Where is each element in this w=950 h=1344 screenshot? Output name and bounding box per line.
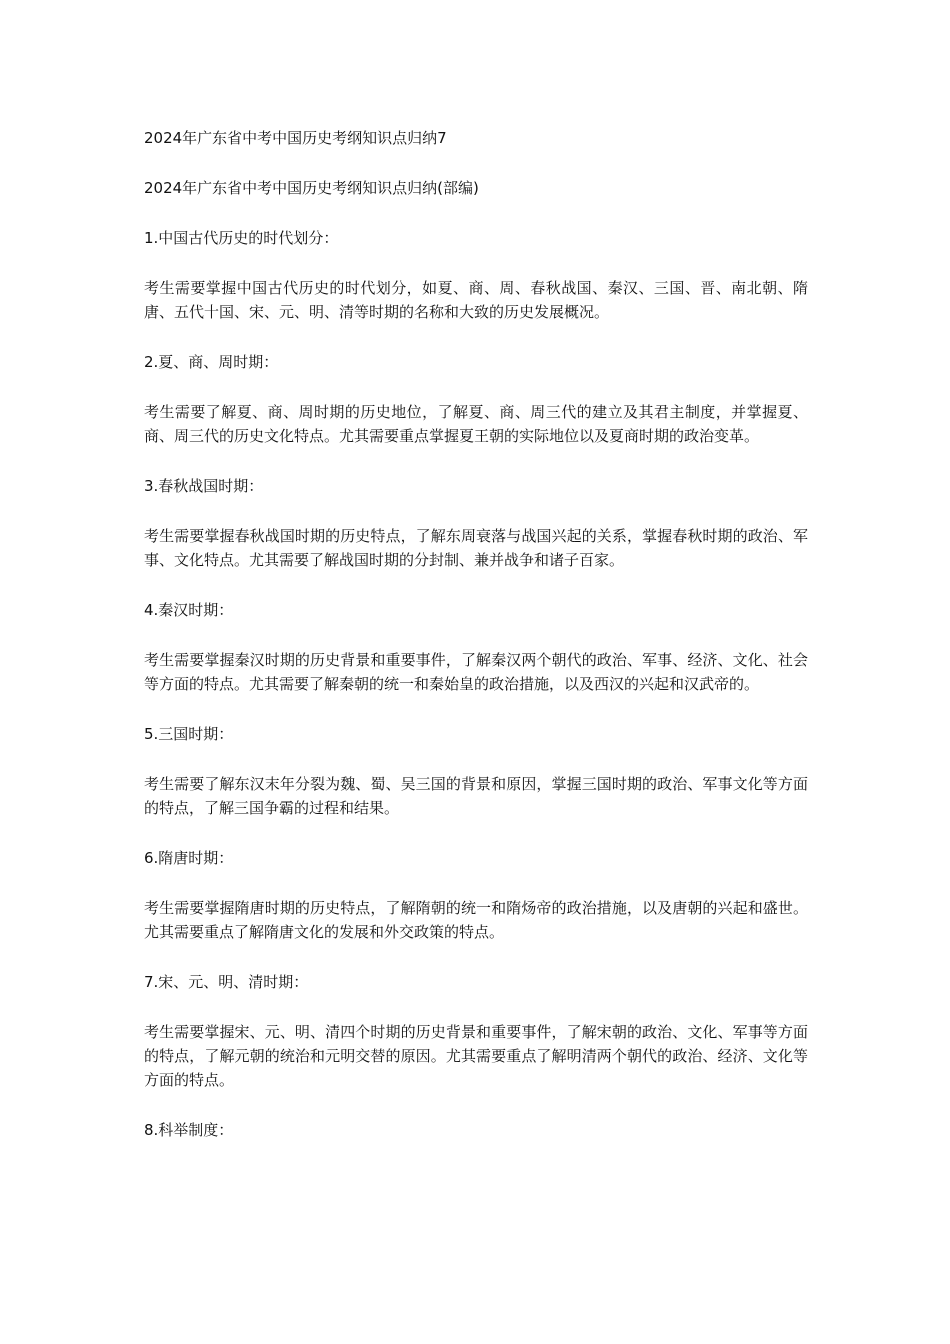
section-body-2: 考生需要了解夏、商、周时期的历史地位，了解夏、商、周三代的建立及其君主制度，并掌握夏、商、周三代的历史文化特点。尤其需要重点掌握夏王朝的实际地位以及夏商时期的政治变革。 <box>144 403 808 445</box>
document-content <box>144 126 808 1168</box>
section-heading-7: 7.宋、元、明、清时期： <box>144 973 309 991</box>
section-body-1: 考生需要掌握中国古代历史的时代划分，如夏、商、周、春秋战国、秦汉、三国、晋、南北朝、隋唐、五代十国、宋、元、明、清等时期的名称和大致的历史发展概况。 <box>144 279 808 321</box>
section-heading-3: 3.春秋战国时期： <box>144 477 264 495</box>
section-body-6: 考生需要掌握隋唐时期的历史特点，了解隋朝的统一和隋炀帝的政治措施，以及唐朝的兴起和盛世。尤其需要重点了解隋唐文化的发展和外交政策的特点。 <box>144 899 808 941</box>
section-body-5: 考生需要了解东汉末年分裂为魏、蜀、吴三国的背景和原因，掌握三国时期的政治、军事文化等方面的特点，了解三国争霸的过程和结果。 <box>144 775 808 817</box>
section-heading-6: 6.隋唐时期： <box>144 849 234 867</box>
section-heading-4: 4.秦汉时期： <box>144 601 234 619</box>
section-heading-2: 2.夏、商、周时期： <box>144 353 279 371</box>
section-heading-1: 1.中国古代历史的时代划分： <box>144 229 339 247</box>
section-body-7: 考生需要掌握宋、元、明、清四个时期的历史背景和重要事件，了解宋朝的政治、文化、军事等方面的特点，了解元朝的统治和元明交替的原因。尤其需要重点了解明清两个朝代的政治、经济、文化等方面的特点。 <box>144 1023 808 1089</box>
document-subtitle: 2024年广东省中考中国历史考纲知识点归纳(部编) <box>144 179 479 197</box>
section-body-3: 考生需要掌握春秋战国时期的历史特点，了解东周衰落与战国兴起的关系，掌握春秋时期的政治、军事、文化特点。尤其需要了解战国时期的分封制、兼并战争和诸子百家。 <box>144 527 808 569</box>
section-heading-8: 8.科举制度： <box>144 1121 234 1139</box>
section-body-4: 考生需要掌握秦汉时期的历史背景和重要事件，了解秦汉两个朝代的政治、军事、经济、文化、社会等方面的特点。尤其需要了解秦朝的统一和秦始皇的政治措施，以及西汉的兴起和汉武帝的。 <box>144 651 808 693</box>
document-title: 2024年广东省中考中国历史考纲知识点归纳7 <box>144 129 447 147</box>
section-heading-5: 5.三国时期： <box>144 725 234 743</box>
